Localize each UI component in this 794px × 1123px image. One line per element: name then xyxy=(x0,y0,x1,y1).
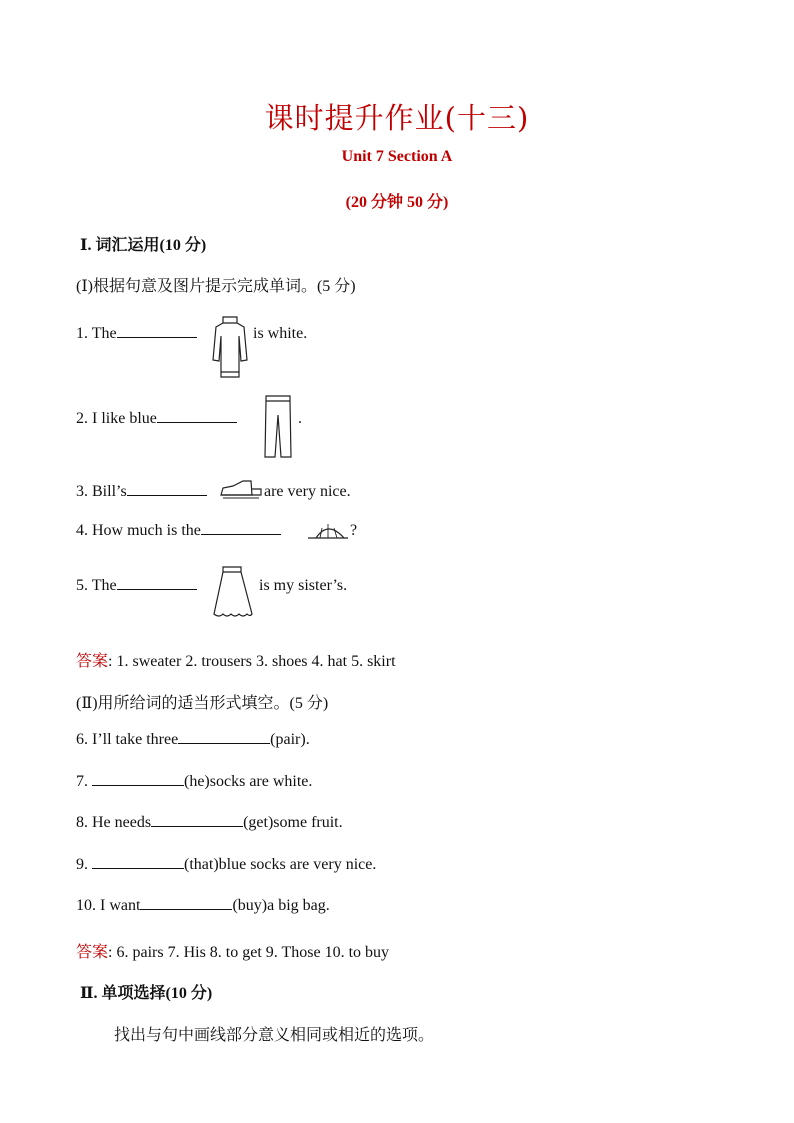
q5-blank[interactable] xyxy=(117,588,197,590)
sweater-icon xyxy=(210,314,250,380)
q8-blank[interactable] xyxy=(151,825,243,827)
section-2-instruction: 找出与句中画线部分意义相同或相近的选项。 xyxy=(114,1027,435,1044)
q4-text-before: 4. How much is the xyxy=(76,522,201,539)
question-7 xyxy=(76,773,312,791)
q10-blank[interactable] xyxy=(140,908,232,910)
question-4 xyxy=(76,522,281,540)
question-6 xyxy=(76,731,310,749)
skirt-icon xyxy=(210,564,254,620)
answer-text: : 6. pairs 7. His 8. to get 9. Those 10. to buy xyxy=(108,944,390,961)
q10-text-after: (buy)a big bag. xyxy=(232,897,330,914)
trousers-icon xyxy=(262,393,294,461)
question-5 xyxy=(76,577,197,595)
question-9 xyxy=(76,856,376,874)
q2-text-after: . xyxy=(298,410,302,427)
section-1-heading: Ⅰ. 词汇运用(10 分) xyxy=(80,237,207,254)
answer-text: : 1. sweater 2. trousers 3. shoes 4. hat 5. skirt xyxy=(108,653,396,670)
hat-icon xyxy=(306,520,350,542)
q4-text-after: ? xyxy=(350,522,358,539)
q1-text-before: 1. The xyxy=(76,325,117,342)
question-3 xyxy=(76,483,207,501)
q3-blank[interactable] xyxy=(127,494,207,496)
question-8 xyxy=(76,814,343,832)
q6-blank[interactable] xyxy=(178,742,270,744)
q3-text-after: are very nice. xyxy=(264,483,351,500)
q5-text-before: 5. The xyxy=(76,577,117,594)
q8-text-after: (get)some fruit. xyxy=(243,814,343,831)
answer-part-1 xyxy=(76,648,396,671)
page-title: 课时提升作业(十三) xyxy=(264,101,530,135)
q4-blank[interactable] xyxy=(201,533,281,535)
q7-text-before: 7. xyxy=(76,773,92,790)
part-2-instruction: (Ⅱ)用所给词的适当形式填空。(5 分) xyxy=(76,695,329,712)
answer-label: 答案 xyxy=(76,653,109,670)
q7-text-after: (he)socks are white. xyxy=(184,773,313,790)
q1-blank[interactable] xyxy=(117,336,197,338)
q2-blank[interactable] xyxy=(157,421,237,423)
part-1-instruction: (Ⅰ)根据句意及图片提示完成单词。(5 分) xyxy=(76,278,356,295)
time-score-note: (20 分钟 50 分) xyxy=(345,194,449,211)
answer-part-2 xyxy=(76,939,389,962)
q1-text-after: is white. xyxy=(253,325,308,342)
q9-blank[interactable] xyxy=(92,867,184,869)
section-2-heading: Ⅱ. 单项选择(10 分) xyxy=(80,985,213,1002)
q6-text-after: (pair). xyxy=(270,731,310,748)
unit-subtitle: Unit 7 Section A xyxy=(341,148,453,165)
shoes-icon xyxy=(219,477,263,501)
q3-text-before: 3. Bill’s xyxy=(76,483,127,500)
q9-text-after: (that)blue socks are very nice. xyxy=(184,856,377,873)
q9-text-before: 9. xyxy=(76,856,92,873)
q8-text-before: 8. He needs xyxy=(76,814,152,831)
question-2 xyxy=(76,410,237,428)
question-10 xyxy=(76,897,330,915)
q6-text-before: 6. I’ll take three xyxy=(76,731,179,748)
q2-text-before: 2. I like blue xyxy=(76,410,157,427)
q10-text-before: 10. I want xyxy=(76,897,141,914)
q7-blank[interactable] xyxy=(92,784,184,786)
question-1 xyxy=(76,325,197,343)
q5-text-after: is my sister’s. xyxy=(259,577,348,594)
answer-label: 答案 xyxy=(76,944,109,961)
